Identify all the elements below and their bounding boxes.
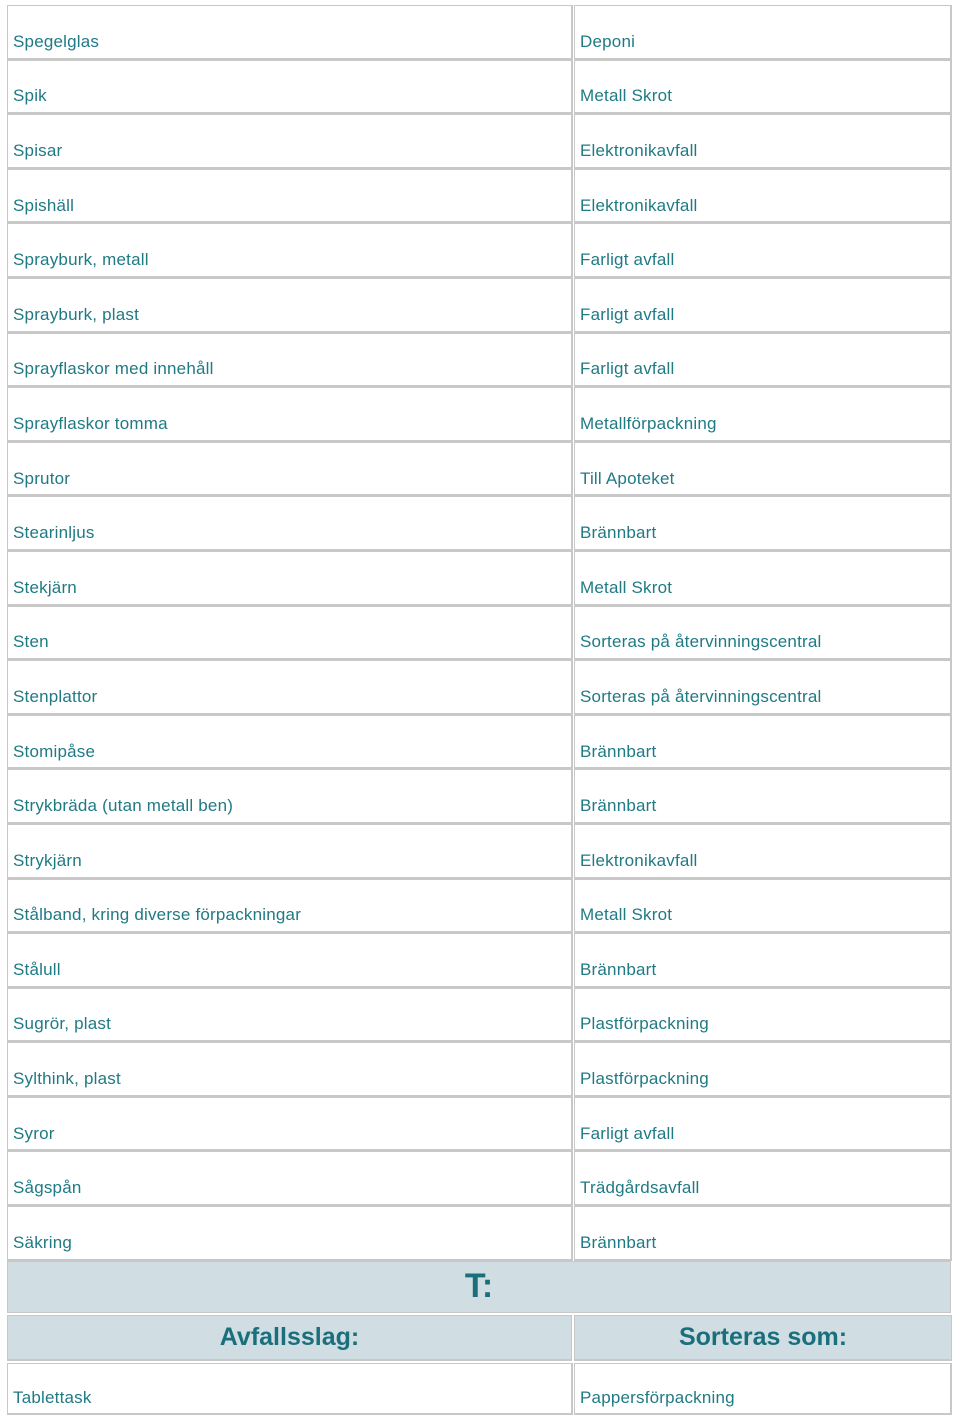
table-row [7,1151,954,1206]
item-name: Spegelglas [13,31,100,51]
sort-category: Farligt avfall [580,304,675,324]
item-name: Säkring [13,1232,73,1252]
sort-category: Trädgårdsavfall [580,1178,700,1198]
sort-cell [574,1206,952,1261]
item-name: Stenplattor [13,686,98,706]
sort-cell [574,551,952,606]
section-letter: T: [7,1261,951,1313]
sorting-table [7,5,954,1415]
sort-cell [574,1097,952,1152]
item-cell [7,169,573,224]
sort-category: Farligt avfall [580,1123,675,1143]
item-name: Sprayflaskor tomma [13,413,168,433]
item-cell [7,5,573,60]
sort-cell [574,442,952,497]
sort-category: Farligt avfall [580,359,675,379]
item-name: Stomipåse [13,741,96,761]
sort-category: Farligt avfall [580,250,675,270]
item-cell [7,278,573,333]
sort-category: Sorteras på återvinningscentral [580,686,822,706]
sort-cell [574,1042,952,1097]
item-name: Stålband, kring diverse förpackningar [13,905,302,925]
sort-category: Metall Skrot [580,86,673,106]
item-cell [7,824,573,879]
table-body-t [7,1363,954,1415]
sort-cell [574,169,952,224]
sort-category: Elektronikavfall [580,140,698,160]
table-row [7,1206,954,1261]
item-cell [7,551,573,606]
sort-category: Metall Skrot [580,905,673,925]
item-name: Sprayburk, plast [13,304,140,324]
column-header-item: Avfallsslag: [7,1315,572,1361]
item-cell [7,1151,573,1206]
table-row [7,60,954,115]
sort-category: Brännbart [580,523,657,543]
item-name: Syror [13,1123,55,1143]
item-cell [7,933,573,988]
item-cell [7,1042,573,1097]
sort-cell [574,496,952,551]
item-cell [7,988,573,1043]
item-cell [7,660,573,715]
sort-cell [574,387,952,442]
item-name: Stålull [13,959,61,979]
item-name: Strykjärn [13,850,82,870]
sort-category: Plastförpackning [580,1014,709,1034]
sort-cell [574,606,952,661]
table-body [7,5,954,1261]
sort-cell [574,715,952,770]
table-row [7,879,954,934]
item-cell [7,879,573,934]
sort-category: Metallförpackning [580,413,717,433]
table-row [7,114,954,169]
sort-cell [574,1151,952,1206]
sort-cell [574,5,952,60]
table-row [7,278,954,333]
item-cell [7,387,573,442]
item-name: Sprayburk, metall [13,250,149,270]
sort-cell [574,879,952,934]
sort-category: Brännbart [580,796,657,816]
sort-cell [574,333,952,388]
table-row [7,551,954,606]
item-name: Stearinljus [13,523,95,543]
item-name: Sprayflaskor med innehåll [13,359,214,379]
sort-cell [574,223,952,278]
item-name: Tablettask [13,1388,92,1408]
sort-cell [574,769,952,824]
item-cell [7,1097,573,1152]
item-name: Sten [13,632,49,652]
item-name: Strykbräda (utan metall ben) [13,796,234,816]
sort-cell [574,933,952,988]
sort-category: Till Apoteket [580,468,675,488]
table-row [7,223,954,278]
item-name: Sågspån [13,1178,82,1198]
sort-category: Brännbart [580,1232,657,1252]
item-name: Sprutor [13,468,71,488]
table-row [7,1042,954,1097]
sort-category: Metall Skrot [580,577,673,597]
sort-category: Deponi [580,31,636,51]
item-cell [7,223,573,278]
item-cell [7,496,573,551]
item-cell [7,442,573,497]
table-row [7,606,954,661]
table-row [7,769,954,824]
sort-category: Pappersförpackning [580,1388,735,1408]
table-row [7,333,954,388]
column-header-sort: Sorteras som: [574,1315,952,1361]
sort-cell [574,60,952,115]
table-row [7,988,954,1043]
item-cell [7,333,573,388]
item-name: Sylthink, plast [13,1069,121,1089]
item-name: Spisar [13,140,63,160]
table-row [7,442,954,497]
column-header-row [7,1315,954,1361]
item-name: Spik [13,86,47,106]
sort-cell [574,988,952,1043]
item-cell [7,769,573,824]
item-cell [7,715,573,770]
item-name: Stekjärn [13,577,77,597]
sort-category: Plastförpackning [580,1069,709,1089]
table-row [7,715,954,770]
item-cell [7,606,573,661]
table-row [7,824,954,879]
sort-cell [574,824,952,879]
item-cell [7,1363,573,1415]
table-row [7,387,954,442]
sort-category: Sorteras på återvinningscentral [580,632,822,652]
sort-category: Brännbart [580,741,657,761]
table-row [7,660,954,715]
sort-cell [574,1363,952,1415]
table-row [7,1097,954,1152]
table-row [7,5,954,60]
sort-category: Brännbart [580,959,657,979]
sort-cell [574,114,952,169]
item-cell [7,60,573,115]
table-row [7,933,954,988]
sort-category: Elektronikavfall [580,195,698,215]
item-name: Spishäll [13,195,75,215]
sort-cell [574,660,952,715]
table-row [7,169,954,224]
item-name: Sugrör, plast [13,1014,112,1034]
item-cell [7,1206,573,1261]
sort-cell [574,278,952,333]
table-row [7,496,954,551]
sort-category: Elektronikavfall [580,850,698,870]
item-cell [7,114,573,169]
table-row [7,1363,954,1415]
